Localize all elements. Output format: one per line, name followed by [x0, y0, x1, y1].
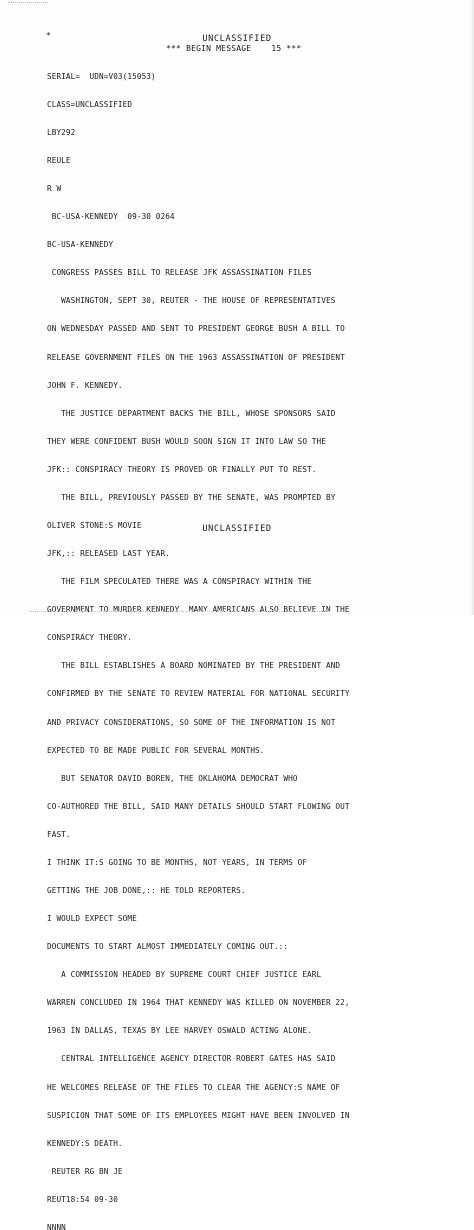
- header-asterisk: *: [46, 31, 51, 40]
- body-line: DOCUMENTS TO START ALMOST IMMEDIATELY COMING OUT.::: [47, 942, 289, 952]
- body-line: BC-USA-KENNEDY 09-30 0264: [47, 212, 175, 222]
- body-line: CONFIRMED BY THE SENATE TO REVIEW MATERIAL FOR NATIONAL SECURITY: [47, 689, 350, 699]
- classification-bottom: UNCLASSIFIED: [202, 524, 272, 534]
- body-line: REUT18:54 09-30: [47, 1194, 118, 1204]
- body-line: THE BILL ESTABLISHES A BOARD NOMINATED BY THE PRESIDENT AND: [47, 661, 341, 671]
- body-line: GOVERNMENT TO MURDER KENNEDY. MANY AMERICANS ALSO BELIEVE IN THE: [47, 605, 350, 615]
- body-line: SUSPICION THAT SOME OF ITS EMPLOYEES MIGHT HAVE BEEN INVOLVED IN: [47, 1110, 350, 1120]
- body-line: A COMMISSION HEADED BY SUPREME COURT CHIEF JUSTICE EARL: [47, 970, 322, 980]
- body-line: SERIAL= UDN=V03(15053): [47, 71, 156, 81]
- body-line: WARREN CONCLUDED IN 1964 THAT KENNEDY WAS KILLED ON NOVEMBER 22,: [47, 998, 350, 1008]
- body-line: THE BILL, PREVIOUSLY PASSED BY THE SENATE, WAS PROMPTED BY: [47, 492, 336, 502]
- body-line: JOHN F. KENNEDY.: [47, 380, 123, 390]
- body-line: THE JUSTICE DEPARTMENT BACKS THE BILL, WHOSE SPONSORS SAID: [47, 408, 336, 418]
- body-line: THE FILM SPECULATED THERE WAS A CONSPIRACY WITHIN THE: [47, 577, 312, 587]
- body-line: THEY WERE CONFIDENT BUSH WOULD SOON SIGN IT INTO LAW SO THE: [47, 436, 326, 446]
- body-line: HE WELCOMES RELEASE OF THE FILES TO CLEAR THE AGENCY:S NAME OF: [47, 1082, 341, 1092]
- body-line: JFK,:: RELEASED LAST YEAR.: [47, 549, 170, 559]
- body-line: GETTING THE JOB DONE,:: HE TOLD REPORTERS.: [47, 885, 246, 895]
- body-line: R W: [47, 184, 62, 194]
- body-line: REUTER RG BN JE: [47, 1166, 123, 1176]
- body-line: BUT SENATOR DAVID BOREN, THE OKLAHOMA DEMOCRAT WHO: [47, 773, 298, 783]
- body-line: NNNN: [47, 1222, 66, 1230]
- body-line: CONSPIRACY THEORY.: [47, 633, 133, 643]
- body-line: 1963 IN DALLAS, TEXAS BY LEE HARVEY OSWALD ACTING ALONE.: [47, 1026, 312, 1036]
- body-line: AND PRIVACY CONSIDERATIONS, SO SOME OF THE INFORMATION IS NOT: [47, 717, 336, 727]
- body-line: CENTRAL INTELLIGENCE AGENCY DIRECTOR ROBERT GATES HAS SAID: [47, 1054, 336, 1064]
- body-line: REULE: [47, 155, 71, 165]
- scan-artifact: [8, 2, 48, 9]
- body-line: I WOULD EXPECT SOME: [47, 914, 137, 924]
- headline: CONGRESS PASSES BILL TO RELEASE JFK ASSASSINATION FILES: [47, 268, 312, 278]
- body-line: OLIVER STONE:S MOVIE: [47, 520, 142, 530]
- body-line: FAST.: [47, 829, 71, 839]
- scan-artifact-bottom: [30, 611, 330, 612]
- body-line: KENNEDY:S DEATH.: [47, 1138, 123, 1148]
- classification-top: UNCLASSIFIED: [202, 34, 272, 44]
- body-line: EXPECTED TO BE MADE PUBLIC FOR SEVERAL MONTHS.: [47, 745, 265, 755]
- body-line: LBY292: [47, 127, 76, 137]
- message-body: [47, 53, 350, 1230]
- body-line: I THINK IT:S GOING TO BE MONTHS, NOT YEARS, IN TERMS OF: [47, 857, 308, 867]
- body-line: RELEASE GOVERNMENT FILES ON THE 1963 ASSASSINATION OF PRESIDENT: [47, 352, 345, 362]
- body-line: CO-AUTHORED THE BILL, SAID MANY DETAILS SHOULD START FLOWING OUT: [47, 801, 350, 811]
- body-line: ON WEDNESDAY PASSED AND SENT TO PRESIDENT GEORGE BUSH A BILL TO: [47, 324, 345, 334]
- body-line: CLASS=UNCLASSIFIED: [47, 99, 133, 109]
- body-line: WASHINGTON, SEPT 30, REUTER - THE HOUSE OF REPRESENTATIVES: [47, 296, 336, 306]
- body-line: JFK:: CONSPIRACY THEORY IS PROVED OR FINALLY PUT TO REST.: [47, 464, 317, 474]
- body-line: BC-USA-KENNEDY: [47, 240, 114, 250]
- begin-message-line: *** BEGIN MESSAGE 15 ***: [166, 44, 302, 53]
